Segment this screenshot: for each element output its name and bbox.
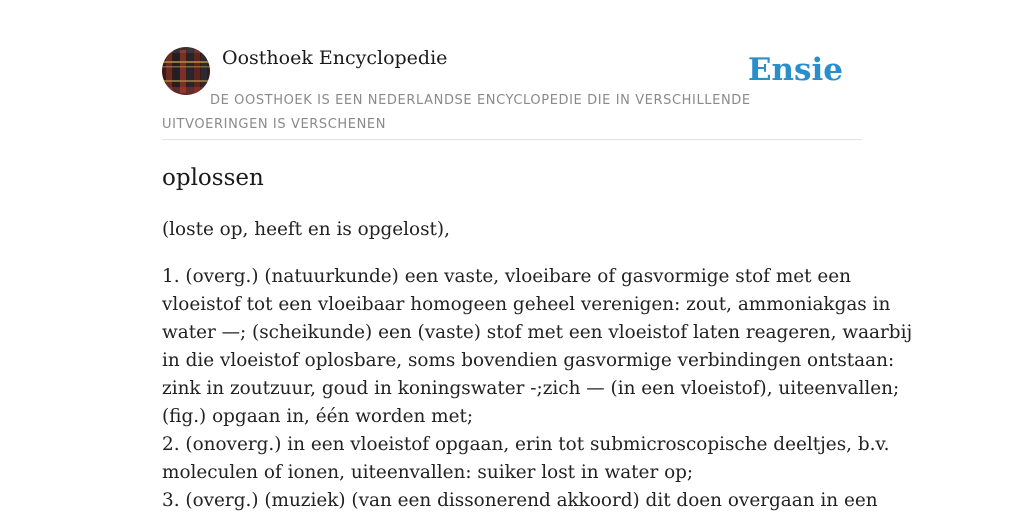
definition-line: (fig.) opgaan in, één worden met; xyxy=(162,406,474,427)
definition-line: water —; (scheikunde) een (vaste) stof met een vloeistof laten reageren, waarbij xyxy=(162,322,913,343)
definition-line: in die vloeistof oplosbare, soms bovendien gasvormige verbindingen ontstaan: xyxy=(162,350,895,371)
entry-content xyxy=(162,216,913,512)
definition-line: 3. (overg.) (muziek) (van een dissonerend akkoord) dit doen overgaan in een xyxy=(162,490,878,511)
page xyxy=(162,0,913,512)
entry-definition xyxy=(162,263,913,512)
site-tagline: DE OOSTHOEK IS EEN NEDERLANDSE ENCYCLOPEDIE DIE IN VERSCHILLENDE UITVOERINGEN IS VERSCHENEN xyxy=(162,93,751,132)
header-divider xyxy=(162,139,862,140)
book-spines-icon[interactable] xyxy=(162,47,210,95)
site-name-link[interactable]: Oosthoek Encyclopedie xyxy=(222,47,448,69)
ensie-logo-link[interactable]: Ensie xyxy=(747,52,843,88)
definition-line: vloeistof tot een vloeibaar homogeen geheel verenigen: zout, ammoniakgas in xyxy=(162,294,891,315)
definition-line: 1. (overg.) (natuurkunde) een vaste, vloeibare of gasvormige stof met een xyxy=(162,266,851,287)
definition-line: zink in zoutzuur, goud in koningswater -;zich — (in een vloeistof), uiteenvallen; xyxy=(162,378,900,399)
entry-title: oplossen xyxy=(162,165,264,191)
entry-grammar: (loste op, heeft en is opgelost), xyxy=(162,219,450,240)
definition-line: moleculen of ionen, uiteenvallen: suiker lost in water op; xyxy=(162,462,694,483)
definition-line: 2. (onoverg.) in een vloeistof opgaan, erin tot submicroscopische deeltjes, b.v. xyxy=(162,434,890,455)
